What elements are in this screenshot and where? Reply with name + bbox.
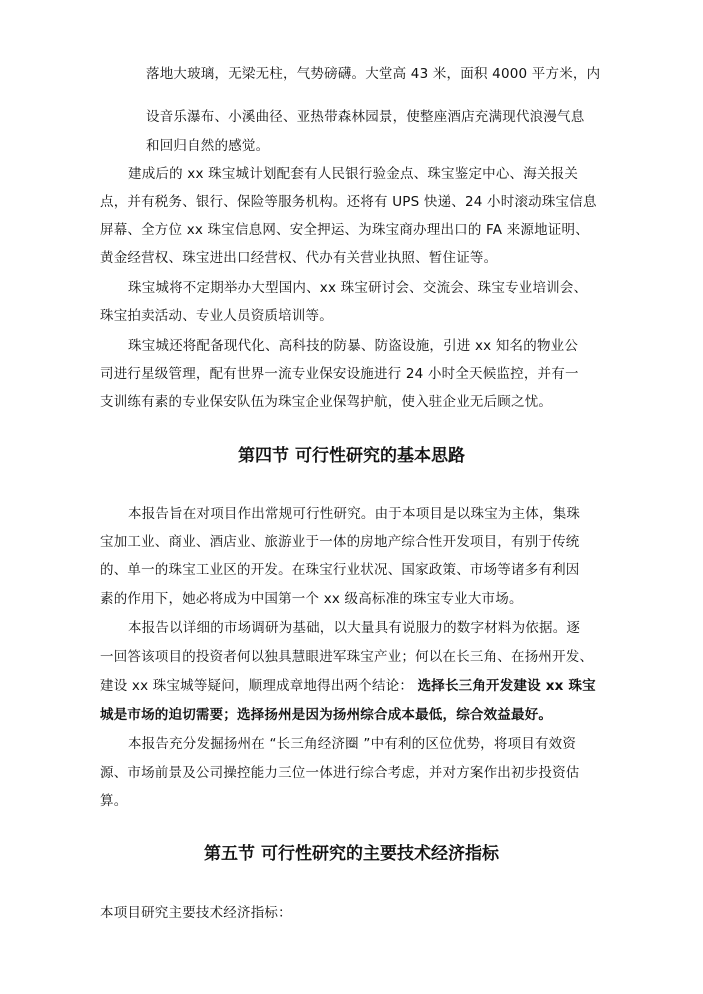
section5-intro: 本项目研究主要技术经济指标： bbox=[100, 905, 292, 921]
security-line-2: 司进行星级管理，配有世界一流专业保安设施进行 24 小时全天候监控，并有一 bbox=[100, 366, 579, 382]
intro-line-2: 设音乐瀑布、小溪曲径、亚热带森林园景，使整座酒店充满现代浪漫气息 bbox=[146, 109, 585, 125]
s4-p2-line-3 bbox=[100, 676, 596, 696]
intro-line-1: 落地大玻璃，无梁无柱，气势磅礴。大堂高 43 米，面积 4000 平方米，内 bbox=[146, 66, 601, 82]
conclusion-lead-text: 建设 xx 珠宝城等疑问，顺理成章地得出两个结论： bbox=[100, 678, 414, 694]
s4-p3-line-1: 本报告充分发掘扬州在 “长三角经济圈 ”中有利的区位优势，将项目有效资 bbox=[128, 736, 577, 752]
services-line-3: 屏幕、全方位 xx 珠宝信息网、安全押运、为珠宝商办理出口的 FA 来源地证明、 bbox=[100, 222, 589, 238]
s4-p1-line-2: 宝加工业、商业、酒店业、旅游业于一体的房地产综合性开发项目，有别于传统 bbox=[100, 534, 580, 550]
s4-p3-line-2: 源、市场前景及公司操控能力三位一体进行综合考虑，并对方案作出初步投资估 bbox=[100, 765, 580, 781]
conclusion-bold-text-1: 选择长三角开发建设 xx 珠宝 bbox=[417, 678, 596, 694]
security-line-3: 支训练有素的专业保安队伍为珠宝企业保驾护航，使入驻企业无后顾之忧。 bbox=[100, 394, 553, 410]
services-line-4: 黄金经营权、珠宝进出口经营权、代办有关营业执照、暂住证等。 bbox=[100, 250, 498, 266]
s4-p1-line-1: 本报告旨在对项目作出常规可行性研究。由于本项目是以珠宝为主体，集珠 bbox=[128, 506, 581, 522]
intro-line-3: 和回归自然的感觉。 bbox=[146, 138, 270, 154]
s4-p2-line-2: 一回答该项目的投资者何以独具慧眼进军珠宝产业；何以在长三角、在扬州开发、 bbox=[100, 649, 594, 665]
events-line-2: 珠宝拍卖活动、专业人员资质培训等。 bbox=[100, 308, 333, 324]
conclusion-bold-text-2: 城是市场的迫切需要；选择扬州是因为扬州综合成本最低，综合效益最好。 bbox=[100, 707, 553, 723]
s4-p1-line-3: 的、单一的珠宝工业区的开发。在珠宝行业状况、国家政策、市场等诸多有利因 bbox=[100, 562, 580, 578]
services-line-2: 点，并有税务、银行、保险等服务机构。还将有 UPS 快递、24 小时滚动珠宝信息 bbox=[100, 194, 597, 210]
s4-p1-line-4: 素的作用下，她必将成为中国第一个 xx 级高标准的珠宝专业大市场。 bbox=[100, 591, 523, 607]
section4-heading: 第四节 可行性研究的基本思路 bbox=[238, 446, 465, 466]
security-line-1: 珠宝城还将配备现代化、高科技的防暴、防盗设施，引进 xx 知名的物业公 bbox=[128, 338, 579, 354]
s4-p3-line-3: 算。 bbox=[100, 793, 128, 809]
services-line-1: 建成后的 xx 珠宝城计划配套有人民银行验金点、珠宝鉴定中心、海关报关 bbox=[128, 166, 579, 182]
events-line-1: 珠宝城将不定期举办大型国内、xx 珠宝研讨会、交流会、珠宝专业培训会、 bbox=[128, 280, 588, 296]
s4-p2-line-1: 本报告以详细的市场调研为基础，以大量具有说服力的数字材料为依据。逐 bbox=[128, 620, 581, 636]
section5-heading: 第五节 可行性研究的主要技术经济指标 bbox=[204, 844, 499, 864]
